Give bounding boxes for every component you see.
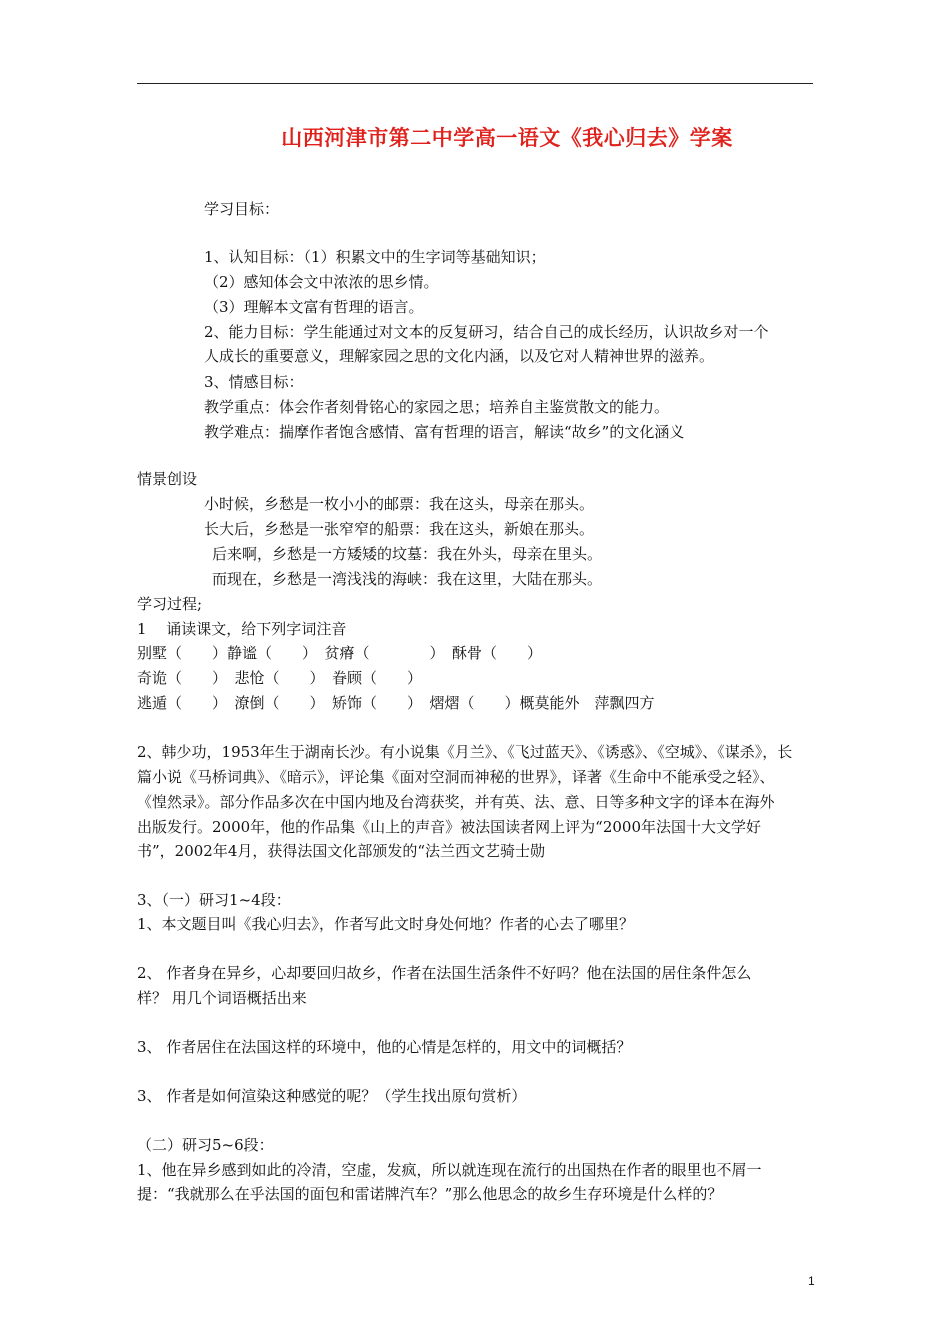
vocab-line: 别墅（ ）静谧（ ） 贫瘠（ ） 酥骨（ ） bbox=[137, 644, 543, 662]
question-line: 1、本文题目叫《我心归去》，作者写此文时身处何地？作者的心去了哪里？ bbox=[137, 915, 635, 933]
author-paragraph: 出版发行。2000年，他的作品集《山上的声音》被法国读者网上评为“2000年法国十大文学好 bbox=[137, 818, 762, 836]
poem-line: 后来啊，乡愁是一方矮矮的坟墓：我在外头，母亲在里头。 bbox=[212, 545, 603, 563]
author-paragraph: 《惶然录》。部分作品多次在中国内地及台湾获奖，并有英、法、意、日等多种文字的译本在海外 bbox=[137, 793, 775, 811]
section-heading: （二）研习5~6段： bbox=[137, 1136, 274, 1154]
question-line: 2、 作者身在异乡，心却要回归故乡，作者在法国生活条件不好吗？他在法国的居住条件怎么 bbox=[137, 964, 752, 982]
text-line: 教学重点：体会作者刻骨铭心的家园之思；培养自主鉴赏散文的能力。 bbox=[204, 398, 670, 416]
section-heading: 3、（一）研习1~4段： bbox=[137, 891, 291, 909]
text-line: （3）理解本文富有哲理的语言。 bbox=[204, 298, 424, 316]
text-line: 3、情感目标： bbox=[204, 373, 304, 391]
poem-line: 长大后，乡愁是一张窄窄的船票：我在这头，新娘在那头。 bbox=[204, 520, 595, 538]
question-line: 3、 作者居住在法国这样的环境中，他的心情是怎样的，用文中的词概括？ bbox=[137, 1038, 632, 1056]
poem-line: 小时候，乡愁是一枚小小的邮票：我在这头，母亲在那头。 bbox=[204, 495, 595, 513]
poem-line: 而现在，乡愁是一湾浅浅的海峡：我在这里，大陆在那头。 bbox=[212, 570, 603, 588]
page-number: 1 bbox=[808, 1274, 815, 1288]
vocab-line: 奇诡（ ） 悲怆（ ） 眷顾（ ） bbox=[137, 669, 423, 687]
section-heading: 学习过程; bbox=[137, 595, 203, 613]
author-paragraph: 2、韩少功，1953年生于湖南长沙。有小说集《月兰》、《飞过蓝天》、《诱惑》、《空城》、《谋杀》，长 bbox=[137, 743, 793, 761]
question-line: 3、 作者是如何渲染这种感觉的呢？（学生找出原句赏析） bbox=[137, 1087, 527, 1105]
text-line: 1、认知目标：（1）积累文中的生字词等基础知识； bbox=[204, 248, 546, 266]
vocab-line: 逃遁（ ） 潦倒（ ） 矫饰（ ） 熠熠（ ）概莫能外 萍飘四方 bbox=[137, 694, 655, 712]
author-paragraph: 书”，2002年4月，获得法国文化部颁发的“法兰西文艺骑士勋 bbox=[137, 842, 546, 860]
text-line: 1 诵读课文，给下列字词注音 bbox=[137, 620, 347, 638]
question-line: 提：“我就那么在乎法国的面包和雷诺牌汽车？”那么他思念的故乡生存环境是什么样的？ bbox=[137, 1185, 723, 1203]
text-line: 人成长的重要意义，理解家园之思的文化内涵，以及它对人精神世界的滋养。 bbox=[204, 347, 715, 365]
question-line: 样？ 用几个词语概括出来 bbox=[137, 989, 307, 1007]
text-line: 教学难点：揣摩作者饱含感情、富有哲理的语言，解读“故乡”的文化涵义 bbox=[204, 423, 685, 441]
text-line: （2）感知体会文中浓浓的思乡情。 bbox=[204, 273, 439, 291]
author-paragraph: 篇小说《马桥词典》、《暗示》，评论集《面对空洞而神秘的世界》，译著《生命中不能承受之轻》、 bbox=[137, 768, 775, 786]
text-line: 2、能力目标：学生能通过对文本的反复研习，结合自己的成长经历，认识故乡对一个 bbox=[204, 323, 769, 341]
header-rule bbox=[137, 83, 813, 84]
section-heading: 情景创设 bbox=[137, 470, 198, 488]
text-line: 学习目标： bbox=[204, 200, 280, 218]
question-line: 1、他在异乡感到如此的冷清，空虚，发疯，所以就连现在流行的出国热在作者的眼里也不屑一 bbox=[137, 1161, 762, 1179]
document-title: 山西河津市第二中学高一语文《我心归去》学案 bbox=[281, 125, 733, 150]
